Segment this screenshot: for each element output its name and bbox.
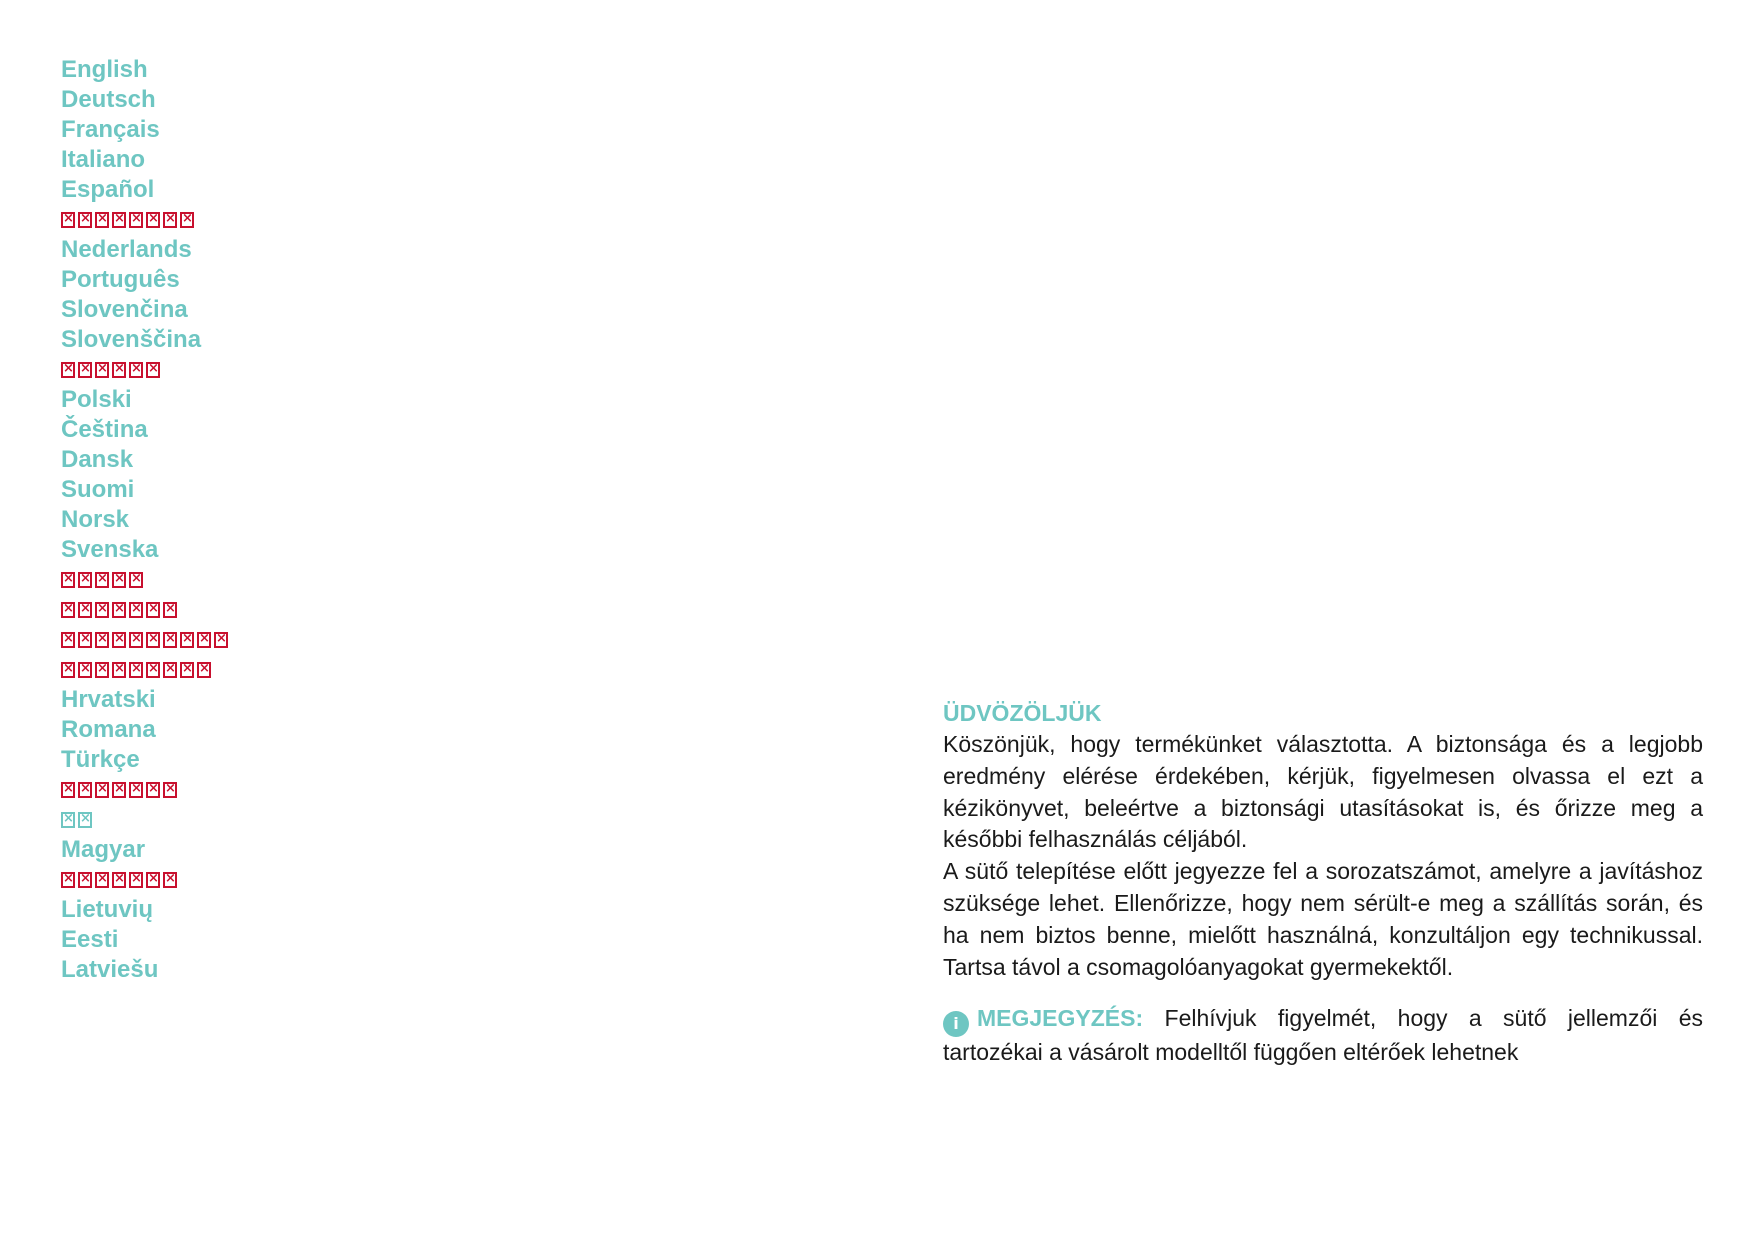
- intro-paragraph: Köszönjük, hogy termékünket választotta. A biztonsága és a legjobb eredmény elérése érdekében, kérjük, figyelmesen olvassa el ezt a kézikönyvet, beleértve a biztonsági utasításokat is, és őrizze meg a későbbi felhasználás céljából.: [943, 731, 1703, 853]
- language-link[interactable]: Deutsch: [61, 86, 156, 113]
- installation-paragraph: A sütő telepítése előtt jegyezze fel a sorozatszámot, amelyre a javításhoz szüksége lehet. Ellenőrizze, hogy nem sérült-e meg a szállítás során, és ha nem biztos benne, mielőtt használná, konzultáljon egy technikussal. Tartsa távol a csomagolóanyagokat gyermekektől.: [943, 858, 1703, 980]
- missing-glyph-icon: [78, 812, 92, 828]
- language-link[interactable]: Svenska: [61, 536, 159, 563]
- missing-glyph-icon: [112, 782, 126, 798]
- missing-glyph-icon: [95, 572, 109, 588]
- missing-glyph-row: [61, 775, 228, 805]
- missing-glyph-row: [61, 655, 228, 685]
- language-link[interactable]: Français: [61, 116, 160, 143]
- missing-glyph-icon: [95, 212, 109, 228]
- missing-glyph-icon: [112, 212, 126, 228]
- note-text: Felhívjuk figyelmét, hogy a sütő jellemzői és tartozékai a vásárolt modelltől függően eltérőek lehetnek: [943, 1005, 1704, 1066]
- missing-glyph-icon: [61, 662, 75, 678]
- language-link[interactable]: Norsk: [61, 506, 130, 533]
- missing-glyph-icon: [61, 872, 75, 888]
- missing-glyph-icon: [95, 872, 109, 888]
- language-link-unrendered[interactable]: [61, 565, 228, 595]
- missing-glyph-row: [61, 355, 228, 385]
- language-link[interactable]: Suomi: [61, 476, 135, 503]
- section-heading: ÜDVÖZÖLJÜK: [943, 700, 1102, 726]
- language-link[interactable]: Slovenščina: [61, 326, 202, 353]
- missing-glyph-icon: [146, 662, 160, 678]
- language-link[interactable]: Čeština: [61, 416, 148, 443]
- missing-glyph-icon: [112, 362, 126, 378]
- missing-glyph-icon: [146, 632, 160, 648]
- welcome-section: [943, 697, 1703, 1069]
- missing-glyph-icon: [112, 872, 126, 888]
- language-link-unrendered[interactable]: [61, 865, 228, 895]
- language-link-unrendered[interactable]: [61, 805, 228, 835]
- missing-glyph-icon: [129, 872, 143, 888]
- missing-glyph-icon: [112, 662, 126, 678]
- missing-glyph-icon: [163, 632, 177, 648]
- missing-glyph-icon: [61, 602, 75, 618]
- missing-glyph-icon: [146, 212, 160, 228]
- language-link-unrendered[interactable]: [61, 595, 228, 625]
- missing-glyph-icon: [61, 782, 75, 798]
- language-link[interactable]: Türkçe: [61, 746, 140, 773]
- missing-glyph-icon: [163, 782, 177, 798]
- note-label: MEGJEGYZÉS:: [977, 1005, 1144, 1032]
- missing-glyph-icon: [146, 872, 160, 888]
- missing-glyph-icon: [78, 872, 92, 888]
- missing-glyph-row: [61, 625, 228, 655]
- missing-glyph-icon: [180, 212, 194, 228]
- missing-glyph-icon: [129, 632, 143, 648]
- missing-glyph-icon: [129, 212, 143, 228]
- missing-glyph-icon: [95, 782, 109, 798]
- missing-glyph-row: [61, 805, 228, 835]
- missing-glyph-icon: [78, 632, 92, 648]
- missing-glyph-row: [61, 595, 228, 625]
- missing-glyph-icon: [78, 602, 92, 618]
- missing-glyph-icon: [197, 632, 211, 648]
- missing-glyph-icon: [95, 602, 109, 618]
- missing-glyph-icon: [95, 632, 109, 648]
- missing-glyph-icon: [112, 572, 126, 588]
- missing-glyph-icon: [78, 662, 92, 678]
- language-link-unrendered[interactable]: [61, 625, 228, 655]
- missing-glyph-icon: [146, 362, 160, 378]
- missing-glyph-icon: [78, 362, 92, 378]
- language-link[interactable]: Nederlands: [61, 236, 192, 263]
- missing-glyph-row: [61, 865, 228, 895]
- missing-glyph-icon: [163, 872, 177, 888]
- missing-glyph-icon: [61, 212, 75, 228]
- language-link[interactable]: Latviešu: [61, 956, 159, 983]
- missing-glyph-icon: [95, 662, 109, 678]
- missing-glyph-icon: [129, 362, 143, 378]
- language-link[interactable]: Romana: [61, 716, 156, 743]
- language-link-unrendered[interactable]: [61, 655, 228, 685]
- language-link[interactable]: English: [61, 56, 148, 83]
- missing-glyph-row: [61, 205, 228, 235]
- missing-glyph-icon: [129, 602, 143, 618]
- missing-glyph-icon: [95, 362, 109, 378]
- missing-glyph-icon: [197, 662, 211, 678]
- missing-glyph-row: [61, 565, 228, 595]
- missing-glyph-icon: [78, 572, 92, 588]
- missing-glyph-icon: [163, 662, 177, 678]
- missing-glyph-icon: [163, 212, 177, 228]
- missing-glyph-icon: [112, 632, 126, 648]
- missing-glyph-icon: [146, 782, 160, 798]
- language-link-unrendered[interactable]: [61, 205, 228, 235]
- language-link[interactable]: Magyar: [61, 836, 146, 863]
- language-link[interactable]: Español: [61, 176, 155, 203]
- missing-glyph-icon: [180, 632, 194, 648]
- language-link[interactable]: Hrvatski: [61, 686, 156, 713]
- language-link[interactable]: Português: [61, 266, 180, 293]
- missing-glyph-icon: [146, 602, 160, 618]
- language-index-list: [61, 55, 228, 985]
- info-icon: i: [943, 1011, 969, 1037]
- missing-glyph-icon: [61, 632, 75, 648]
- missing-glyph-icon: [180, 662, 194, 678]
- language-link[interactable]: Dansk: [61, 446, 134, 473]
- missing-glyph-icon: [129, 662, 143, 678]
- missing-glyph-icon: [78, 782, 92, 798]
- missing-glyph-icon: [61, 812, 75, 828]
- language-link-unrendered[interactable]: [61, 355, 228, 385]
- language-link[interactable]: Slovenčina: [61, 296, 188, 323]
- missing-glyph-icon: [129, 782, 143, 798]
- missing-glyph-icon: [163, 602, 177, 618]
- missing-glyph-icon: [61, 572, 75, 588]
- missing-glyph-icon: [112, 602, 126, 618]
- missing-glyph-icon: [78, 212, 92, 228]
- note-block: [943, 1003, 1703, 1069]
- language-link[interactable]: Eesti: [61, 926, 119, 953]
- language-link[interactable]: Lietuvių: [61, 896, 154, 923]
- missing-glyph-icon: [61, 362, 75, 378]
- missing-glyph-icon: [214, 632, 228, 648]
- missing-glyph-icon: [129, 572, 143, 588]
- language-link[interactable]: Italiano: [61, 146, 146, 173]
- language-link-unrendered[interactable]: [61, 775, 228, 805]
- language-link[interactable]: Polski: [61, 386, 132, 413]
